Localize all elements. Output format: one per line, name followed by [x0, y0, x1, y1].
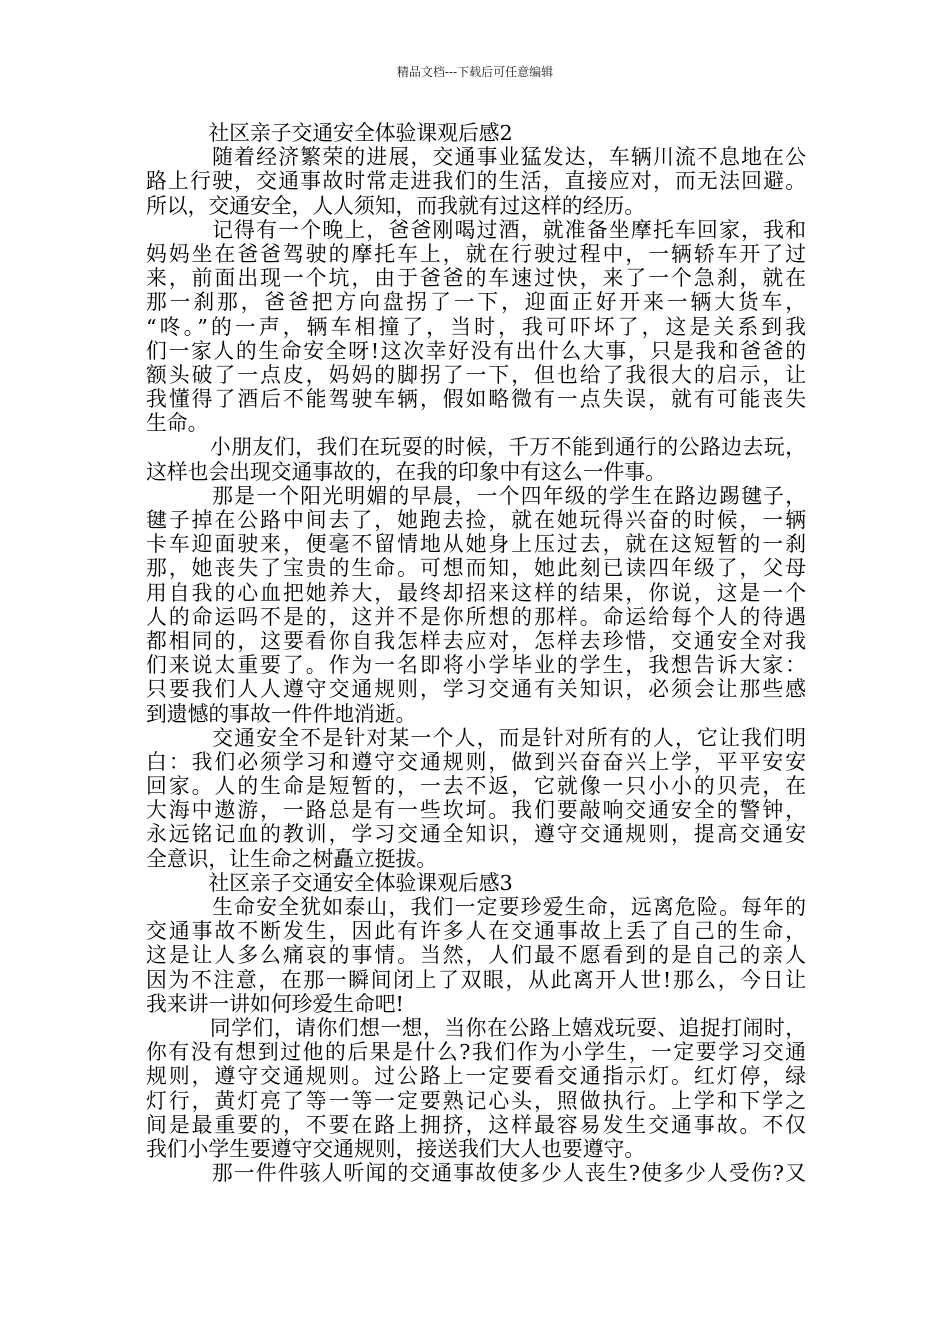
text-line: 们来说太重要了。作为一名即将小学毕业的学生，我想告诉大家：	[146, 653, 806, 678]
text-line: 那是一个阳光明媚的早晨，一个四年级的学生在路边踢毽子，	[146, 483, 806, 508]
text-line: 间是最重要的，不要在路上拥挤，这样最容易发生交通事故。不仅	[146, 1112, 806, 1137]
paragraph-last-line: 生命。	[146, 411, 209, 436]
text-line: 毽子掉在公路中间去了，她跑去捡，就在她玩得兴奋的时候，一辆	[146, 508, 806, 532]
text-line: 你有没有想到过他的后果是什么?我们作为小学生，一定要学习交通	[146, 1040, 806, 1065]
page-header: 精品文档---下载后可任意编辑	[396, 65, 554, 79]
text-line: 这是让人多么痛哀的事情。当然，人们最不愿看到的是自己的亲人	[146, 943, 806, 968]
section-heading: 社区亲子交通安全体验课观后感2	[146, 121, 513, 145]
text-line: 那一刹那，爸爸把方向盘拐了一下，迎面正好开来一辆大货车，	[146, 290, 806, 315]
text-line: “咚。”的一声，辆车相撞了，当时，我可吓坏了，这是关系到我	[146, 314, 806, 339]
text-line: 同学们，请你们想一想，当你在公路上嬉戏玩耍、追捉打闹时，	[146, 1015, 806, 1040]
text-line: 规则，遵守交通规则。过公路上一定要看交通指示灯。红灯停，绿	[146, 1064, 806, 1089]
text-line: 交通事故不断发生，因此有许多人在交通事故上丢了自己的生命，	[146, 919, 806, 944]
text-line: 人的命运吗不是的，这并不是你所想的那样。命运给每个人的待遇	[146, 604, 806, 629]
text-line: 白：我们必须学习和遵守交通规则，做到兴奋奋兴上学，平平安安	[146, 749, 806, 774]
paragraph-last-line: 所以，交通安全，人人须知，而我就有过这样的经历。	[146, 193, 646, 218]
text-line: 小朋友们，我们在玩耍的时候，千万不能到通行的公路边去玩，	[146, 435, 806, 460]
paragraph-last-line: 全意识，让生命之树矗立挺拔。	[146, 846, 438, 871]
text-line: 因为不注意，在那一瞬间闭上了双眼，从此离开人世!那么，今日让	[146, 967, 806, 992]
text-line: 记得有一个晚上，爸爸刚喝过酒，就准备坐摩托车回家，我和	[146, 217, 806, 242]
text-line: 那一件件骇人听闻的交通事故使多少人丧生?使多少人受伤?又	[146, 1161, 806, 1186]
text-line: 那，她丧失了宝贵的生命。可想而知，她此刻已读四年级了，父母	[146, 556, 806, 581]
text-line: 用自我的心血把她养大，最终却招来这样的结果，你说，这是一个	[146, 580, 806, 605]
paragraph-last-line: 我们小学生要遵守交通规则，接送我们大人也要遵守。	[146, 1136, 646, 1161]
text-line: 生命安全犹如泰山，我们一定要珍爱生命，远离危险。每年的	[146, 895, 806, 919]
document-body	[146, 121, 806, 1185]
text-line: 灯行，黄灯亮了等一等一定要熟记心头，照做执行。上学和下学之	[146, 1088, 806, 1113]
text-line: 回家。人的生命是短暂的，一去不返，它就像一只小小的贝壳，在	[146, 774, 806, 799]
paragraph-last-line: 到遗憾的事故一件件地消逝。	[146, 701, 417, 726]
text-line: 妈妈坐在爸爸驾驶的摩托车上，就在行驶过程中，一辆轿车开了过	[146, 241, 806, 266]
text-line: 只要我们人人遵守交通规则，学习交通有关知识，必须会让那些感	[146, 677, 806, 702]
text-line: 永远铭记血的教训，学习交通全知识，遵守交通规则，提高交通安	[146, 822, 806, 847]
text-line: 卡车迎面驶来，便毫不留情地从她身上压过去，就在这短暂的一刹	[146, 532, 806, 557]
text-line: 我懂得了酒后不能驾驶车辆，假如略微有一点失误，就有可能丧失	[146, 387, 806, 412]
text-line: 随着经济繁荣的进展，交通事业猛发达，车辆川流不息地在公	[146, 145, 806, 170]
text-line: 交通安全不是针对某一个人，而是针对所有的人，它让我们明	[146, 725, 806, 750]
text-line: 都相同的，这要看你自我怎样去应对，怎样去珍惜，交通安全对我	[146, 628, 806, 653]
paragraph-last-line: 我来讲一讲如何珍爱生命吧!	[146, 991, 404, 1016]
text-line: 大海中遨游，一路总是有一些坎坷。我们要敲响交通安全的警钟，	[146, 798, 806, 823]
section-heading: 社区亲子交通安全体验课观后感3	[146, 870, 513, 895]
text-line: 们一家人的生命安全呀!这次幸好没有出什么大事，只是我和爸爸的	[146, 338, 806, 363]
text-line: 路上行驶，交通事故时常走进我们的生活，直接应对，而无法回避。	[146, 169, 806, 194]
paragraph-last-line: 这样也会出现交通事故的，在我的印象中有这么一件事。	[146, 459, 666, 484]
text-line: 来，前面出现一个坑，由于爸爸的车速过快，来了一个急刹，就在	[146, 266, 806, 291]
text-line: 额头破了一点皮，妈妈的脚拐了一下，但也给了我很大的启示，让	[146, 362, 806, 387]
